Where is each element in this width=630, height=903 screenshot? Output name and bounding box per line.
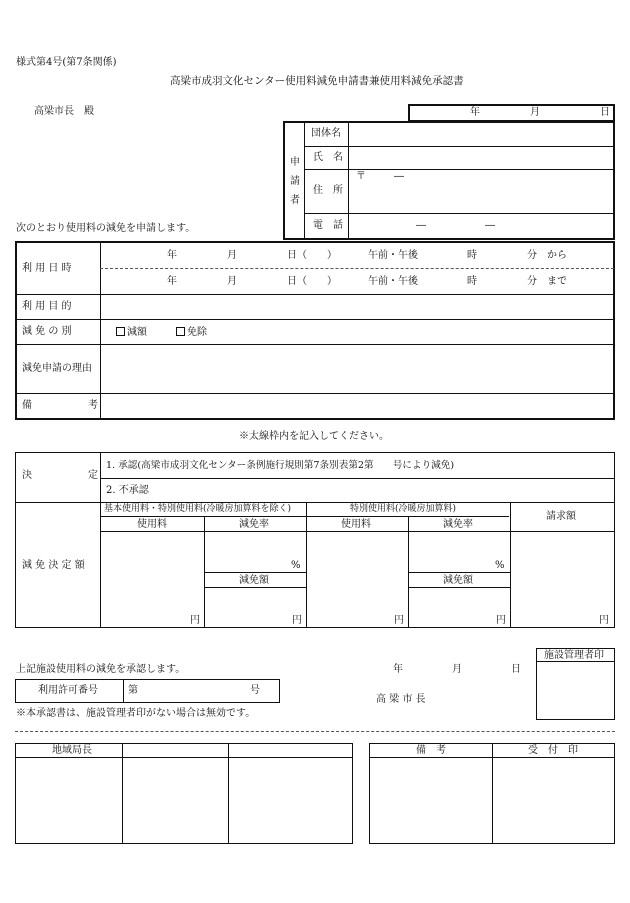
office-table-left [15, 743, 353, 844]
decision-option-1: 1. 承認(高梁市成羽文化センター条例施行規則第7条別表第2第 号により減免) [106, 460, 455, 471]
percent-1: % [291, 560, 301, 571]
fee-header-2: 使用料 [341, 519, 371, 530]
basic-header: 基本使用料・特別使用料(冷暖房加算料を除く) [104, 504, 292, 514]
row1-day: 日（ ） [287, 250, 337, 261]
row1-hour: 時 [467, 250, 477, 261]
row1-month: 月 [227, 250, 237, 261]
row1-year: 年 [167, 250, 177, 261]
region-head-label: 地域局長 [52, 745, 92, 756]
opt-reduce[interactable] [116, 327, 147, 338]
name-label: 氏 名 [313, 152, 343, 163]
row2-minute: 分 [527, 276, 537, 287]
decision-option-2: 2. 不承認 [106, 485, 149, 496]
exempt-checkbox[interactable] [176, 327, 185, 336]
org-label: 団体名 [311, 128, 341, 139]
amount-label: 減 免 決 定 額 [22, 560, 85, 571]
office-remarks-label: 備 考 [416, 745, 446, 756]
remarks-label-a: 備 [22, 400, 32, 411]
reduced-header-2: 減免額 [443, 575, 473, 586]
address-label: 住 所 [313, 185, 343, 196]
percent-2: % [495, 560, 505, 571]
decision-label-b: 定 [88, 470, 98, 481]
date-box [408, 104, 615, 122]
row2-month: 月 [227, 276, 237, 287]
reduced-header-1: 減免額 [239, 575, 269, 586]
purpose-label: 利 用 目 的 [22, 301, 72, 312]
document-title: 高梁市成羽文化センター使用料減免申請書兼使用料減免承認書 [170, 75, 464, 87]
date-year: 年 [470, 107, 480, 118]
mayor-label: 高 梁 市 長 [376, 694, 426, 705]
opt-exempt-label: 免除 [187, 327, 207, 338]
approval-day: 日 [511, 664, 521, 675]
approval-year: 年 [393, 664, 403, 675]
usage-date-label: 利 用 日 時 [22, 263, 72, 274]
form-number: 様式第4号(第7条関係) [16, 57, 117, 68]
postal-dash: ― [394, 171, 404, 182]
phone-dash-1: ― [416, 220, 426, 231]
rate-header-1: 減免率 [239, 519, 269, 530]
opt-reduce-label: 減額 [127, 327, 147, 338]
date-day: 日 [600, 107, 610, 118]
yen-4: 円 [496, 615, 506, 626]
row2-year: 年 [167, 276, 177, 287]
permit-prefix: 第 [128, 685, 138, 696]
row2-hour: 時 [467, 276, 477, 287]
row1-ampm: 午前・午後 [368, 250, 418, 261]
addressee: 高梁市長 殿 [34, 106, 94, 117]
approval-month: 月 [452, 664, 462, 675]
invalid-note: ※本承認書は、施設管理者印がない場合は無効です。 [16, 708, 256, 719]
row1-suffix: から [547, 250, 567, 261]
type-label: 減 免 の 別 [22, 326, 72, 337]
special-header: 特別使用料(冷暖房加算料) [350, 504, 457, 514]
seal-label: 施設管理者印 [544, 650, 604, 661]
rate-header-2: 減免率 [443, 519, 473, 530]
decision-label-a: 決 [22, 470, 32, 481]
yen-2: 円 [292, 615, 302, 626]
request-text: 次のとおり使用料の減免を申請します。 [16, 223, 196, 234]
received-label: 受 付 印 [528, 745, 578, 756]
row2-ampm: 午前・午後 [368, 276, 418, 287]
yen-1: 円 [190, 615, 200, 626]
permit-label: 利用許可番号 [38, 685, 98, 696]
reduce-checkbox[interactable] [116, 327, 125, 336]
reason-label: 減免申請の理由 [22, 363, 92, 374]
date-month: 月 [530, 107, 540, 118]
opt-exempt[interactable] [176, 327, 207, 338]
applicant-side-label: 申 請 者 [290, 157, 300, 206]
row2-day: 日（ ） [287, 276, 337, 287]
yen-3: 円 [394, 615, 404, 626]
notice-thick: ※太線枠内を記入してください。 [239, 431, 389, 442]
billing-header: 請求額 [546, 511, 576, 522]
postal-mark: 〒 [356, 171, 366, 182]
phone-dash-2: ― [485, 220, 495, 231]
phone-label: 電 話 [313, 220, 343, 231]
permit-suffix: 号 [250, 685, 260, 696]
row2-suffix: まで [547, 276, 567, 287]
approval-text: 上記施設使用料の減免を承認します。 [16, 664, 186, 675]
yen-5: 円 [599, 615, 609, 626]
remarks-label-b: 考 [88, 400, 98, 411]
row1-minute: 分 [527, 250, 537, 261]
fee-header-1: 使用料 [137, 519, 167, 530]
